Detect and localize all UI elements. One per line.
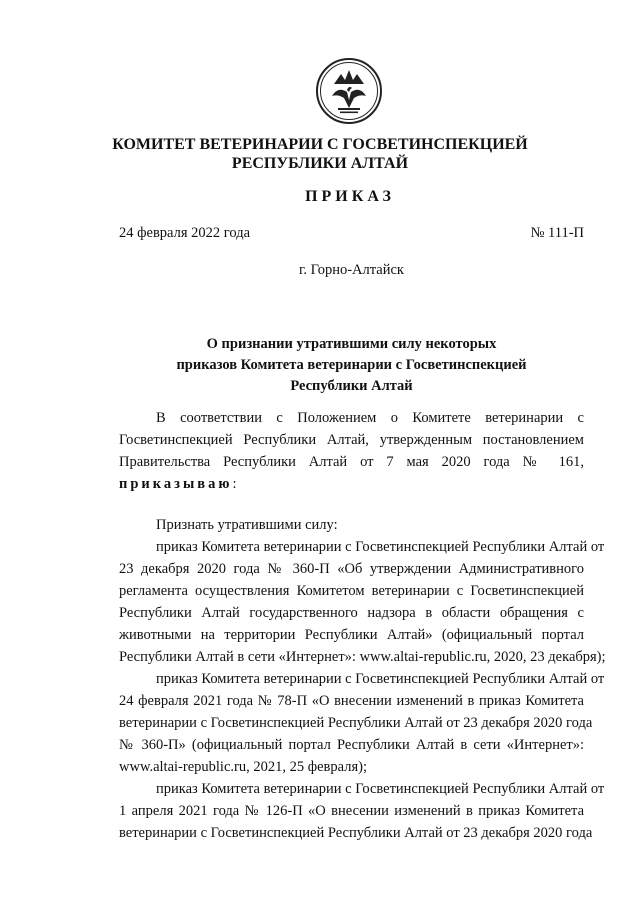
recognize-line: Признать утратившими силу: [156, 517, 338, 533]
item-line: Республики Алтай государственного надзора в области обращения с [119, 605, 584, 621]
item-line: ветеринарии с Госветинспекцией Республики Алтай от 23 декабря 2020 года [119, 825, 593, 841]
item-line: № 360-П» (официальный портал Республики Алтай в сети «Интернет»: [119, 737, 584, 753]
item-line: www.altai-republic.ru, 2021, 25 февраля); [119, 759, 367, 775]
order-title-line2: приказов Комитета ветеринарии с Госветинспекцией [176, 357, 527, 373]
order-number: № 111-П [530, 225, 584, 241]
order-title-line1: О признании утратившими силу некоторых [206, 336, 497, 352]
item-line: регламента осуществления Комитетом ветеринарии с Госветинспекцией [119, 583, 584, 599]
organization-name-line2: РЕСПУБЛИКИ АЛТАЙ [231, 155, 409, 172]
item-line: приказ Комитета ветеринарии с Госветинспекцией Республики Алтай от [156, 539, 605, 555]
intro-line: Госветинспекцией Республики Алтай, утвержденным постановлением [119, 432, 584, 448]
organization-name-line1: КОМИТЕТ ВЕТЕРИНАРИИ С ГОСВЕТИНСПЕКЦИЕЙ [112, 136, 528, 153]
item-line: животными на территории Республики Алтай» (официальный портал [119, 627, 584, 643]
document-type-heading: ПРИКАЗ [305, 188, 395, 205]
item-line: приказ Комитета ветеринарии с Госветинспекцией Республики Алтай от [156, 671, 605, 687]
order-word: приказываю [119, 476, 233, 492]
item-line: Республики Алтай в сети «Интернет»: www.altai-republic.ru, 2020, 23 декабря); [119, 649, 606, 665]
item-line: приказ Комитета ветеринарии с Госветинспекцией Республики Алтай от [156, 781, 605, 797]
item-line: 24 февраля 2021 года № 78-П «О внесении изменений в приказ Комитета [119, 693, 584, 709]
item-line: 23 декабря 2020 года № 360-П «Об утверждении Административного [119, 561, 584, 577]
order-date: 24 февраля 2022 года [119, 225, 251, 241]
order-colon: : [232, 476, 237, 492]
order-title-line3: Республики Алтай [290, 378, 413, 394]
city: г. Горно-Алтайск [299, 262, 404, 278]
item-line: 1 апреля 2021 года № 126-П «О внесении изменений в приказ Комитета [119, 803, 584, 819]
coat-of-arms-emblem [314, 56, 384, 126]
intro-line: Правительства Республики Алтай от 7 мая 2020 года № 161, [119, 454, 584, 470]
order-word-line [119, 474, 584, 496]
item-line: ветеринарии с Госветинспекцией Республики Алтай от 23 декабря 2020 года [119, 715, 593, 731]
intro-line: В соответствии с Положением о Комитете ветеринарии с [156, 410, 584, 426]
